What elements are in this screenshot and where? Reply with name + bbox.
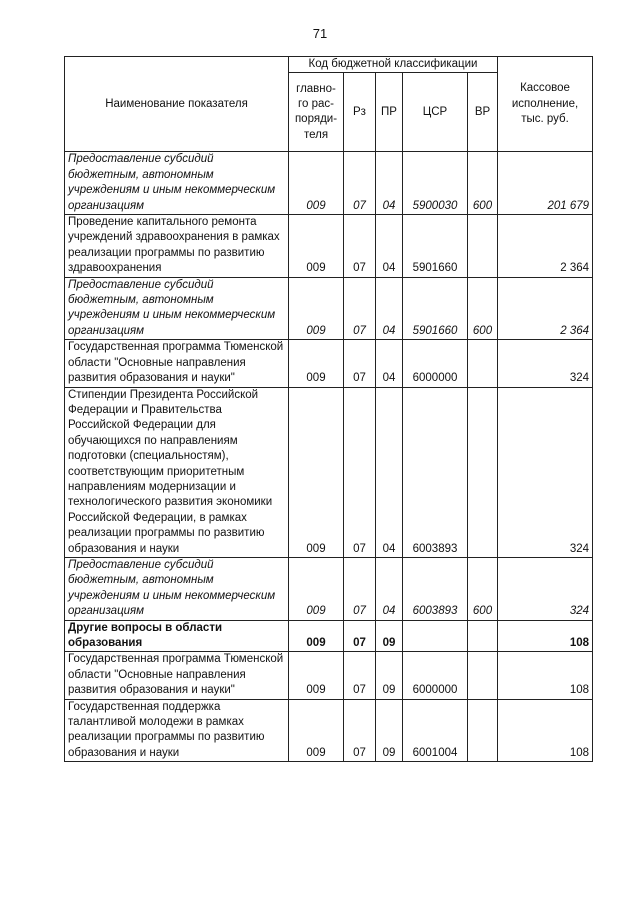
- row-cash-execution: 2 364: [498, 215, 593, 278]
- row-section: 07: [344, 699, 376, 762]
- table-row: [65, 652, 593, 699]
- row-target-item: 5901660: [403, 277, 468, 340]
- row-section: 07: [344, 557, 376, 620]
- header-target-item: ЦСР: [403, 73, 468, 152]
- row-chief-administrator: 009: [289, 152, 344, 215]
- row-expense-type: 600: [468, 557, 498, 620]
- row-subsection: 04: [376, 152, 403, 215]
- row-name: Стипендии Президента Российской Федерации и Правительства Российской Федерации для обучающихся по направлениям подготовки (специальностям), соответствующим приоритетным направлениям модернизации и технологического развития экономики Российской Федерации, в рамках реализации программы по развитию образования и науки: [65, 387, 289, 557]
- row-expense-type: [468, 215, 498, 278]
- row-chief-administrator: 009: [289, 652, 344, 699]
- header-subsection: ПР: [376, 73, 403, 152]
- row-subsection: 04: [376, 387, 403, 557]
- table-row: [65, 387, 593, 557]
- table-row: [65, 620, 593, 652]
- row-subsection: 09: [376, 699, 403, 762]
- row-expense-type: [468, 699, 498, 762]
- row-target-item: 5901660: [403, 215, 468, 278]
- row-chief-administrator: 009: [289, 215, 344, 278]
- row-name: Государственная поддержка талантливой молодежи в рамках реализации программы по развитию образования и науки: [65, 699, 289, 762]
- row-subsection: 09: [376, 620, 403, 652]
- row-section: 07: [344, 387, 376, 557]
- row-expense-type: [468, 652, 498, 699]
- page-number: 71: [312, 26, 328, 41]
- row-cash-execution: 324: [498, 340, 593, 387]
- table-row: [65, 277, 593, 340]
- row-subsection: 04: [376, 340, 403, 387]
- table-row: [65, 215, 593, 278]
- row-cash-execution: 324: [498, 387, 593, 557]
- row-chief-administrator: 009: [289, 699, 344, 762]
- row-chief-administrator: 009: [289, 620, 344, 652]
- row-expense-type: 600: [468, 277, 498, 340]
- row-cash-execution: 2 364: [498, 277, 593, 340]
- row-section: 07: [344, 652, 376, 699]
- row-name: Проведение капитального ремонта учреждений здравоохранения в рамках реализации программы по развитию здравоохранения: [65, 215, 289, 278]
- row-chief-administrator: 009: [289, 277, 344, 340]
- row-cash-execution: 324: [498, 557, 593, 620]
- row-expense-type: [468, 387, 498, 557]
- header-section: Рз: [344, 73, 376, 152]
- row-cash-execution: 201 679: [498, 152, 593, 215]
- table-row: [65, 152, 593, 215]
- row-target-item: [403, 620, 468, 652]
- row-target-item: 6000000: [403, 340, 468, 387]
- row-section: 07: [344, 152, 376, 215]
- row-cash-execution: 108: [498, 699, 593, 762]
- table-row: [65, 699, 593, 762]
- row-cash-execution: 108: [498, 652, 593, 699]
- row-section: 07: [344, 340, 376, 387]
- header-name: Наименование показателя: [65, 57, 289, 152]
- row-subsection: 04: [376, 215, 403, 278]
- row-cash-execution: 108: [498, 620, 593, 652]
- budget-table: [64, 56, 593, 762]
- row-target-item: 6003893: [403, 387, 468, 557]
- row-expense-type: [468, 340, 498, 387]
- row-name: Государственная программа Тюменской области "Основные направления развития образования и науки": [65, 652, 289, 699]
- header-classification-code: Код бюджетной классификации: [289, 57, 498, 73]
- header-expense-type: ВР: [468, 73, 498, 152]
- row-subsection: 04: [376, 277, 403, 340]
- row-name: Предоставление субсидий бюджетным, автономным учреждениям и иным некоммерческим организациям: [65, 557, 289, 620]
- row-expense-type: 600: [468, 152, 498, 215]
- row-chief-administrator: 009: [289, 557, 344, 620]
- row-target-item: 5900030: [403, 152, 468, 215]
- row-target-item: 6003893: [403, 557, 468, 620]
- header-chief-administrator: главно-го рас-поряди-теля: [289, 73, 344, 152]
- row-chief-administrator: 009: [289, 387, 344, 557]
- table-row: [65, 340, 593, 387]
- row-target-item: 6001004: [403, 699, 468, 762]
- row-name: Предоставление субсидий бюджетным, автономным учреждениям и иным некоммерческим организациям: [65, 152, 289, 215]
- row-target-item: 6000000: [403, 652, 468, 699]
- row-chief-administrator: 009: [289, 340, 344, 387]
- row-section: 07: [344, 277, 376, 340]
- row-subsection: 09: [376, 652, 403, 699]
- header-cash-execution: Кассовое исполнение, тыс. руб.: [498, 57, 593, 152]
- table-row: [65, 557, 593, 620]
- row-expense-type: [468, 620, 498, 652]
- row-name: Другие вопросы в области образования: [65, 620, 289, 652]
- row-section: 07: [344, 215, 376, 278]
- row-name: Государственная программа Тюменской области "Основные направления развития образования и науки": [65, 340, 289, 387]
- row-section: 07: [344, 620, 376, 652]
- row-name: Предоставление субсидий бюджетным, автономным учреждениям и иным некоммерческим организациям: [65, 277, 289, 340]
- row-subsection: 04: [376, 557, 403, 620]
